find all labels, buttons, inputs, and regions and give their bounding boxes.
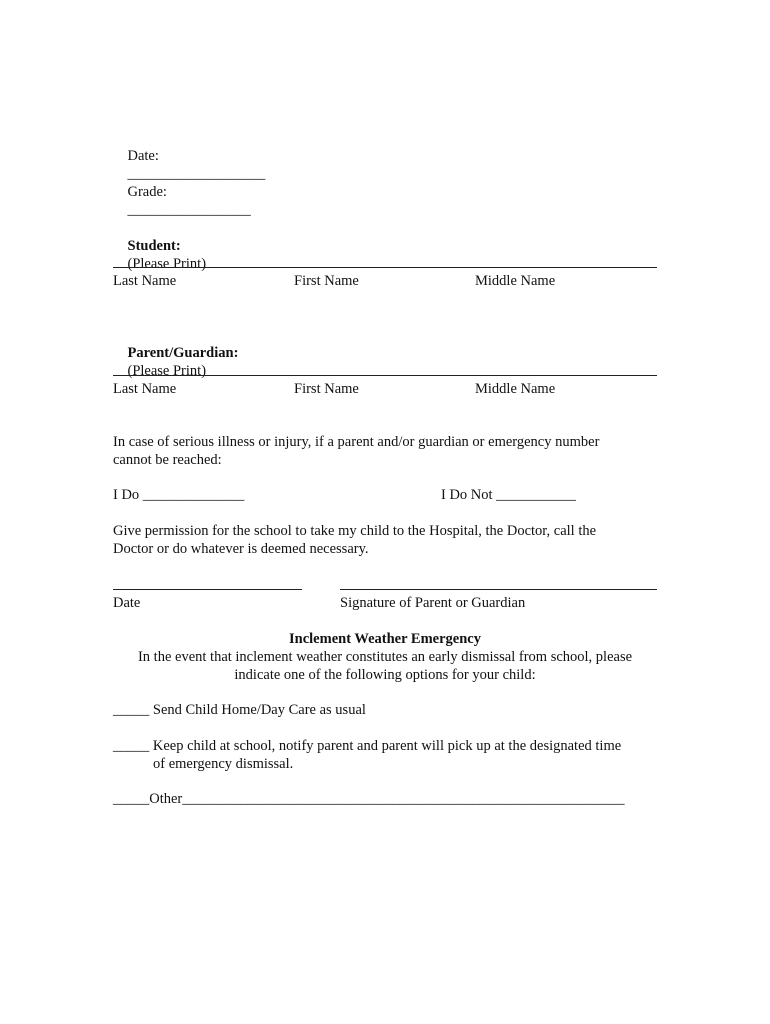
signature-label: Signature of Parent or Guardian [340, 595, 526, 611]
student-last-name-label: Last Name [113, 273, 177, 289]
guardian-label: Parent/Guardian: [127, 345, 239, 361]
weather-option-keep-at-school[interactable]: _____ Keep child at school, notify parent and parent will pick up at the designated time [113, 738, 622, 754]
student-note: (Please Print) [127, 256, 207, 272]
guardian-last-name-label: Last Name [113, 381, 177, 397]
student-first-name-label: First Name [294, 273, 359, 289]
signature-date-line[interactable] [113, 589, 302, 590]
student-label: Student: [127, 238, 181, 254]
signature-date-label: Date [113, 595, 141, 611]
i-do-option[interactable]: I Do ______________ [113, 487, 245, 503]
guardian-first-name-label: First Name [294, 381, 359, 397]
date-field[interactable]: ___________________ [127, 166, 266, 182]
i-do-not-option[interactable]: I Do Not ___________ [441, 487, 576, 503]
weather-intro-line2: indicate one of the following options for your child: [234, 667, 536, 683]
permission-text-line2: Doctor or do whatever is deemed necessary. [113, 541, 369, 557]
grade-label: Grade: [127, 184, 167, 200]
student-middle-name-label: Middle Name [475, 273, 556, 289]
permission-text-line1: Give permission for the school to take my child to the Hospital, the Doctor, call the [113, 523, 597, 539]
emergency-text-line2: cannot be reached: [113, 452, 222, 468]
weather-option-send-home[interactable]: _____ Send Child Home/Day Care as usual [113, 702, 366, 718]
weather-title: Inclement Weather Emergency [289, 631, 481, 647]
weather-intro-line1: In the event that inclement weather constitutes an early dismissal from school, please [137, 649, 633, 665]
weather-option-other[interactable]: _____Other_____________________________________________________________ [113, 791, 625, 807]
grade-field[interactable]: _________________ [127, 202, 251, 218]
date-label: Date: [127, 148, 159, 164]
signature-line[interactable] [340, 589, 657, 590]
guardian-name-line[interactable] [113, 375, 657, 376]
guardian-middle-name-label: Middle Name [475, 381, 556, 397]
guardian-note: (Please Print) [127, 363, 207, 379]
weather-option-keep-at-school-cont: of emergency dismissal. [153, 756, 294, 772]
student-name-line[interactable] [113, 267, 657, 268]
emergency-text-line1: In case of serious illness or injury, if a parent and/or guardian or emergency number [113, 434, 600, 450]
